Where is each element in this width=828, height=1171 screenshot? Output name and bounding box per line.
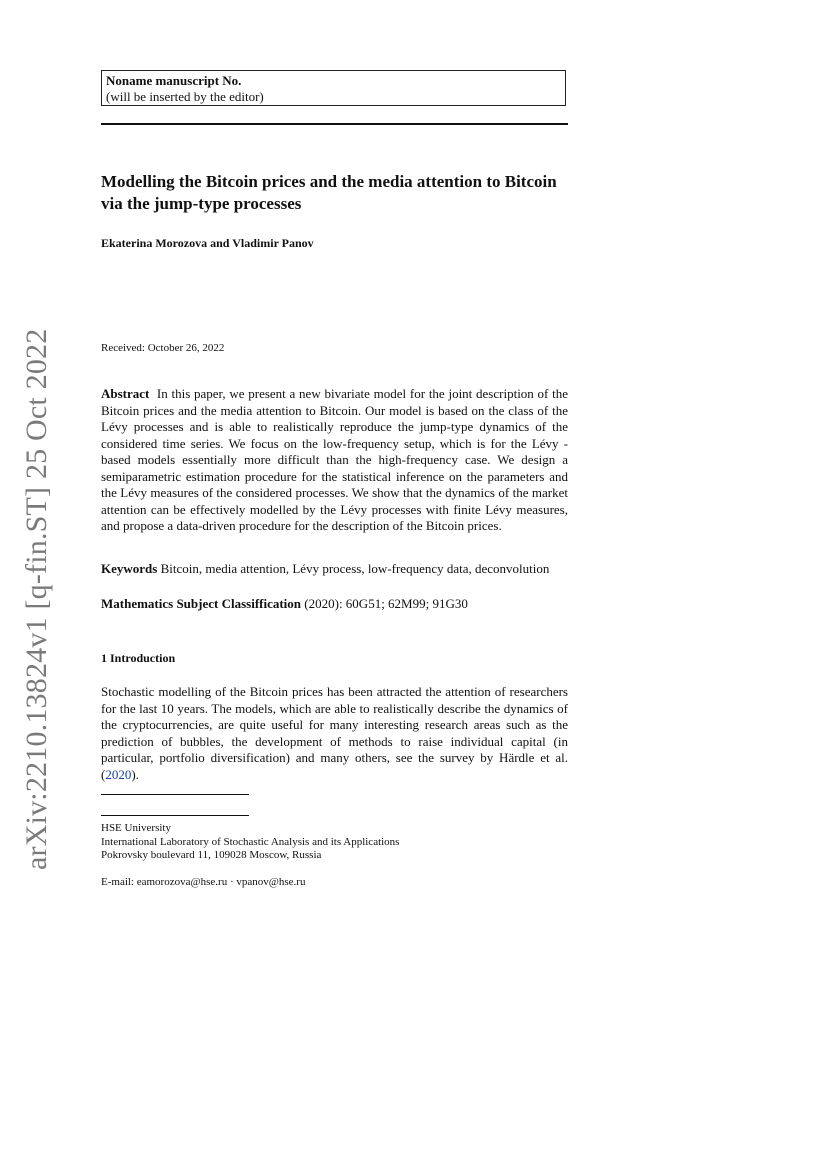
introduction-paragraph [101, 684, 568, 783]
header-rule [101, 123, 568, 125]
affiliation [101, 822, 399, 863]
affiliation-line3: Pokrovsky boulevard 11, 109028 Moscow, Russia [101, 849, 322, 861]
intro-text-before: Stochastic modelling of the Bitcoin prices has been attracted the attention of researchers for the last 10 years. The models, which are able to realistically describe the dynamics of the cryptocurrencies, are quite useful for many interesting research areas such as the prediction of bubbles, the development of methods to raise individual capital (in particular, portfolio diversification) and many others, see the survey by Härdle et al. ( [101, 684, 568, 782]
manuscript-line1: Noname manuscript No. [106, 73, 242, 88]
paper-authors: Ekaterina Morozova and Vladimir Panov [101, 236, 314, 250]
email-line: E-mail: eamorozova@hse.ru · vpanov@hse.ru [101, 876, 306, 888]
msc-label: Mathematics Subject Classiffication [101, 596, 302, 611]
received-date: Received: October 26, 2022 [101, 342, 225, 354]
affiliation-line1: HSE University [101, 822, 171, 834]
msc [101, 596, 568, 613]
arxiv-stamp-text: arXiv:2210.13824v1 [q-fin.ST] 25 Oct 2022 [20, 328, 53, 870]
citation-link[interactable]: 2020 [105, 766, 132, 782]
abstract-text: In this paper, we present a new bivariate model for the joint description of the Bitcoin prices and the media attention to Bitcoin. Our model is based on the class of the Lévy processes and is able to realistically reproduce the jump-type dynamics of the considered time series. We focus on the low-frequency setup, which is for the Lévy - based models essentially more difficult than the high-frequency case. We design a semiparametric estimation procedure for the statistical inference on the parameters and the Lévy measures of the considered processes. We show that the dynamics of the market attention can be effectively modelled by the Lévy processes with finite Lévy measures, and propose a data-driven procedure for the description of the Bitcoin prices. [101, 386, 569, 533]
manuscript-box [101, 70, 566, 106]
abstract-label: Abstract [101, 386, 150, 401]
footnote-rule-second [101, 815, 249, 816]
section-heading-introduction: 1 Introduction [101, 651, 176, 665]
keywords-label: Keywords [101, 561, 158, 576]
abstract [101, 386, 568, 535]
intro-text-after: ). [131, 766, 139, 782]
msc-text: (2020): 60G51; 62M99; 91G30 [304, 596, 468, 611]
paper-title: Modelling the Bitcoin prices and the media attention to Bitcoin via the jump-type processes [101, 172, 557, 213]
manuscript-line2: (will be inserted by the editor) [106, 89, 264, 104]
keywords [101, 561, 568, 578]
keywords-text: Bitcoin, media attention, Lévy process, low-frequency data, deconvolution [160, 561, 550, 576]
footnote-rule [101, 794, 249, 795]
affiliation-line2: International Laboratory of Stochastic Analysis and its Applications [101, 835, 400, 848]
